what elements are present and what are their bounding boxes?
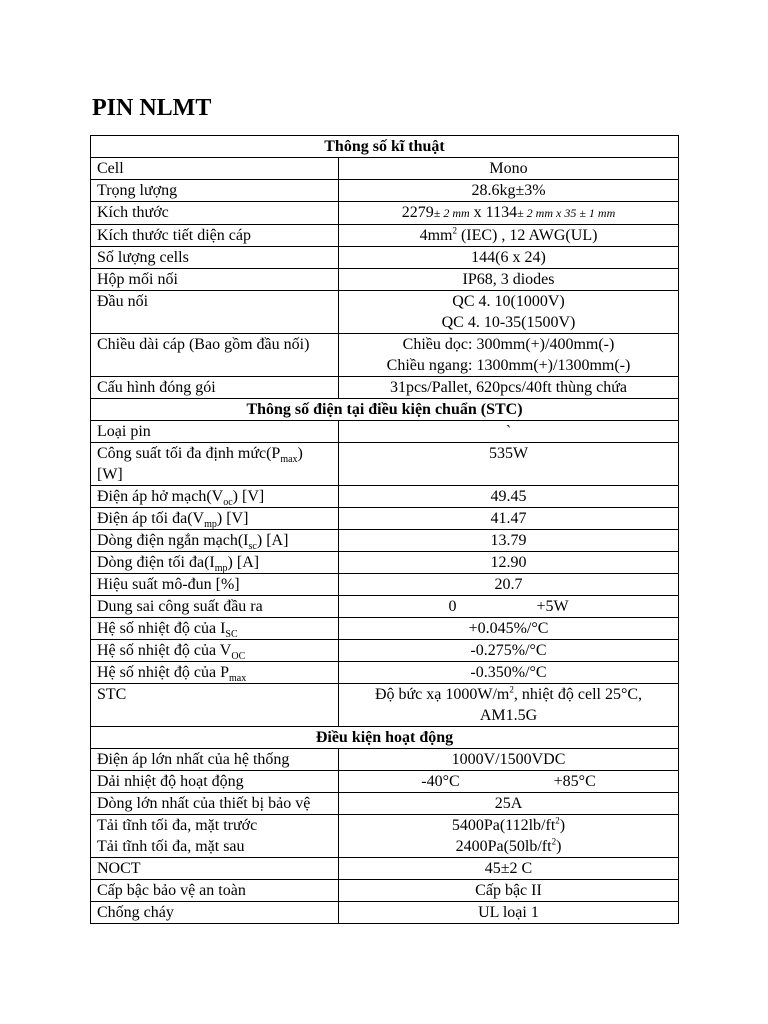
table-row xyxy=(91,793,679,815)
table-row xyxy=(91,662,679,684)
row-label: Chống cháy xyxy=(91,902,339,924)
row-value: QC 4. 10(1000V) QC 4. 10-35(1500V) xyxy=(339,291,679,334)
page-title: PIN NLMT xyxy=(92,95,212,121)
row-label: Đầu nối xyxy=(91,291,339,334)
table-row xyxy=(91,684,679,727)
row-label: Số lượng cells xyxy=(91,247,339,269)
table-row xyxy=(91,902,679,924)
table-row xyxy=(91,269,679,291)
row-label: NOCT xyxy=(91,858,339,880)
row-value: +0.045%/°C xyxy=(339,618,679,640)
table-row xyxy=(91,618,679,640)
row-value: -0.350%/°C xyxy=(339,662,679,684)
table-row xyxy=(91,247,679,269)
row-label: Loại pin xyxy=(91,421,339,443)
row-label: Dòng điện ngắn $mạch(I_{sc})$ [A] xyxy=(91,530,339,552)
row-label: STC xyxy=(91,684,339,727)
table-row xyxy=(91,180,679,202)
table-row xyxy=(91,421,679,443)
row-label: Công suất tối đa định $mức(P_{max})$ [W] xyxy=(91,443,339,486)
table-row xyxy=(91,858,679,880)
table-row xyxy=(91,225,679,247)
row-label: Trọng lượng xyxy=(91,180,339,202)
row-value: $4mm^2$ (IEC) , 12 AWG(UL) xyxy=(339,225,679,247)
row-value: -40°C +85°C xyxy=(339,771,679,793)
row-label: Điện áp lớn nhất của hệ thống xyxy=(91,749,339,771)
table-row xyxy=(91,443,679,486)
row-value: 13.79 xyxy=(339,530,679,552)
table-row xyxy=(91,377,679,399)
row-value: 20.7 xyxy=(339,574,679,596)
row-label: Điện áp tối $đa(V_{mp})$ [V] xyxy=(91,508,339,530)
row-label: Hiệu suất mô-đun [%] xyxy=(91,574,339,596)
row-label: Dung sai công suất đầu ra xyxy=(91,596,339,618)
table-row xyxy=(91,749,679,771)
row-label: Dòng lớn nhất của thiết bị bảo vệ xyxy=(91,793,339,815)
row-value: 144(6 x 24) xyxy=(339,247,679,269)
row-label: Dải nhiệt độ hoạt động xyxy=(91,771,339,793)
row-value: 45±2 C xyxy=(339,858,679,880)
row-label: Cấp bậc bảo vệ an toàn xyxy=(91,880,339,902)
section-header-electrical: Thông số điện tại điều kiện chuẩn (STC) xyxy=(91,399,679,421)
row-label: Hộp mối nối xyxy=(91,269,339,291)
row-value: Độ bức xạ $1000W/m^2$, nhiệt độ cell 25°C, AM1.5G xyxy=(339,684,679,727)
table-row xyxy=(91,596,679,618)
table-row xyxy=(91,815,679,858)
table-row xyxy=(91,640,679,662)
row-value: -0.275%/°C xyxy=(339,640,679,662)
row-label: Kích thước xyxy=(91,202,339,225)
row-value: IP68, 3 diodes xyxy=(339,269,679,291)
table-row xyxy=(91,291,679,334)
row-value: Cấp bậc II xyxy=(339,880,679,902)
row-label: Cell xyxy=(91,158,339,180)
row-value: 28.6kg±3% xyxy=(339,180,679,202)
row-label: Tải tĩnh tối đa, mặt trước Tải tĩnh tối đa, mặt sau xyxy=(91,815,339,858)
table-row xyxy=(91,508,679,530)
table-row xyxy=(91,486,679,508)
row-label: Hệ số nhiệt độ của $I_{SC}$ xyxy=(91,618,339,640)
row-label: Hệ số nhiệt độ của $V_{OC}$ xyxy=(91,640,339,662)
row-value: Mono xyxy=(339,158,679,180)
row-value: 0 +5W xyxy=(339,596,679,618)
row-label: Cấu hình đóng gói xyxy=(91,377,339,399)
row-value: 1000V/1500VDC xyxy=(339,749,679,771)
row-value: UL loại 1 xyxy=(339,902,679,924)
row-value: 12.90 xyxy=(339,552,679,574)
row-value: 2279± 2 mm x 1134± 2 mm x 35 ± 1 mm xyxy=(339,202,679,225)
section-header-tech: Thông số kĩ thuật xyxy=(91,136,679,158)
row-value: Chiều dọc: 300mm(+)/400mm(-) Chiều ngang: 1300mm(+)/1300mm(-) xyxy=(339,334,679,377)
table-row xyxy=(91,771,679,793)
table-row xyxy=(91,158,679,180)
table-row xyxy=(91,202,679,225)
table-row xyxy=(91,880,679,902)
row-label: Kích thước tiết diện cáp xyxy=(91,225,339,247)
row-label: Hệ số nhiệt độ của $P_{max}$ xyxy=(91,662,339,684)
section-header-operating: Điều kiện hoạt động xyxy=(91,727,679,749)
row-label: Chiều dài cáp (Bao gồm đầu nối) xyxy=(91,334,339,377)
row-value: 25A xyxy=(339,793,679,815)
row-value: 41.47 xyxy=(339,508,679,530)
spec-table xyxy=(90,135,679,924)
row-value: 49.45 xyxy=(339,486,679,508)
row-value: 31pcs/Pallet, 620pcs/40ft thùng chứa xyxy=(339,377,679,399)
table-row xyxy=(91,574,679,596)
row-value: ` xyxy=(339,421,679,443)
row-value: $5400Pa(112lb/ft^2)$ $2400Pa(50lb/ft^2)$ xyxy=(339,815,679,858)
row-label: Điện áp hở $mạch(V_{oc})$ [V] xyxy=(91,486,339,508)
table-row xyxy=(91,530,679,552)
table-row xyxy=(91,552,679,574)
table-row xyxy=(91,334,679,377)
row-value: 535W xyxy=(339,443,679,486)
row-label: Dòng điện tối $đa(I_{mp})$ [A] xyxy=(91,552,339,574)
